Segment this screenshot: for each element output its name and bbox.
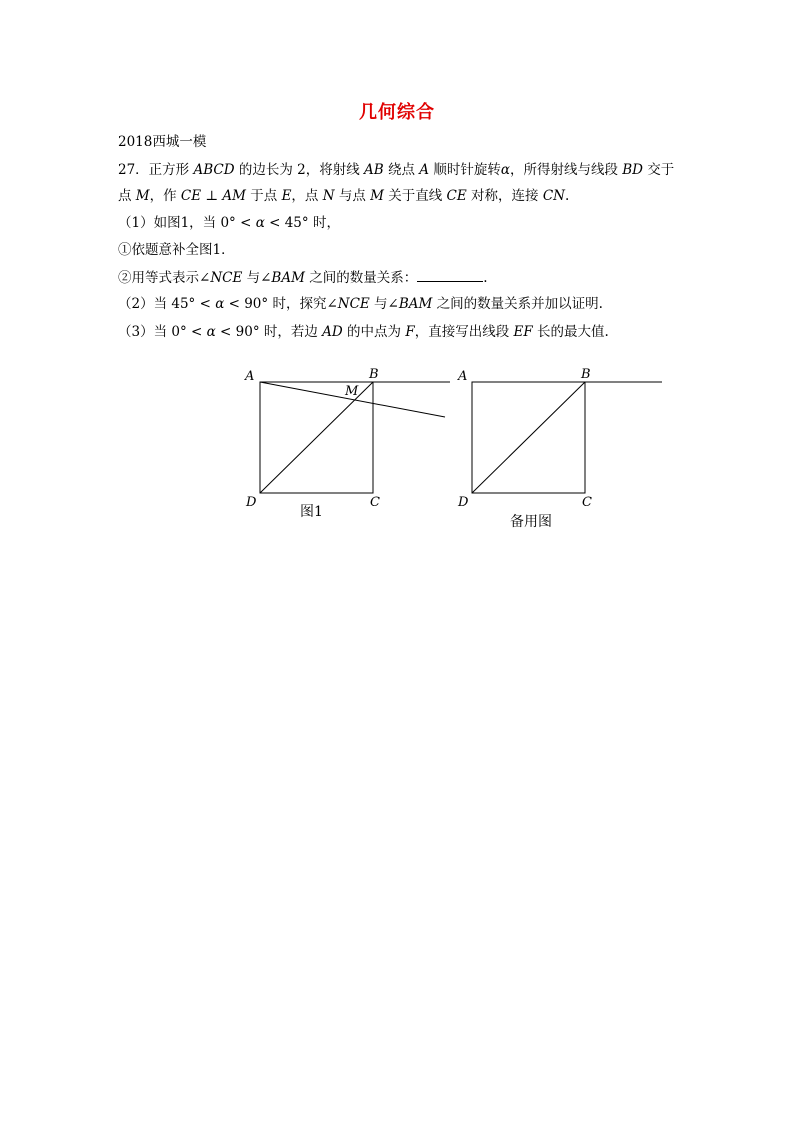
label-c: C xyxy=(370,495,380,510)
figure-1-caption: 图1 xyxy=(300,504,323,520)
section-title: 几何综合 xyxy=(359,102,435,123)
part-1-item-1: ①依题意补全图1． xyxy=(118,242,235,258)
label-d: D xyxy=(458,495,469,510)
label-b: B xyxy=(581,367,591,382)
figure-backup-caption: 备用图 xyxy=(510,514,552,530)
problem-source: 2018西城一模 xyxy=(118,134,207,150)
label-a: A xyxy=(245,369,255,384)
label-m: M xyxy=(345,384,359,399)
figure-1 xyxy=(240,360,460,540)
part-1-item-2: ②用等式表示∠NCE 与∠BAM 之间的数量关系： . xyxy=(118,267,488,288)
label-c: C xyxy=(582,495,592,510)
diagonal-bd xyxy=(472,382,585,493)
answer-blank[interactable] xyxy=(417,267,483,282)
problem-statement-line-2: 点 M，作 CE ⊥ AM 于点 E，点 N 与点 M 关于直线 CE 对称，连接 CN. xyxy=(118,188,570,204)
figure-backup xyxy=(452,360,672,540)
part-1: （1）如图1，当 0° < α < 45° 时， xyxy=(118,215,340,231)
problem-statement-line-1: 27．正方形 ABCD 的边长为 2，将射线 AB 绕点 A 顺时针旋转α，所得射线与线段 BD 交于 xyxy=(118,162,675,178)
label-b: B xyxy=(369,367,379,382)
label-d: D xyxy=(246,495,257,510)
part-2: （2）当 45° < α < 90° 时，探究∠NCE 与∠BAM 之间的数量关系并加以证明. xyxy=(118,296,603,312)
part-3: （3）当 0° < α < 90° 时，若边 AD 的中点为 F，直接写出线段 EF 长的最大值. xyxy=(118,324,609,340)
label-a: A xyxy=(458,369,468,384)
